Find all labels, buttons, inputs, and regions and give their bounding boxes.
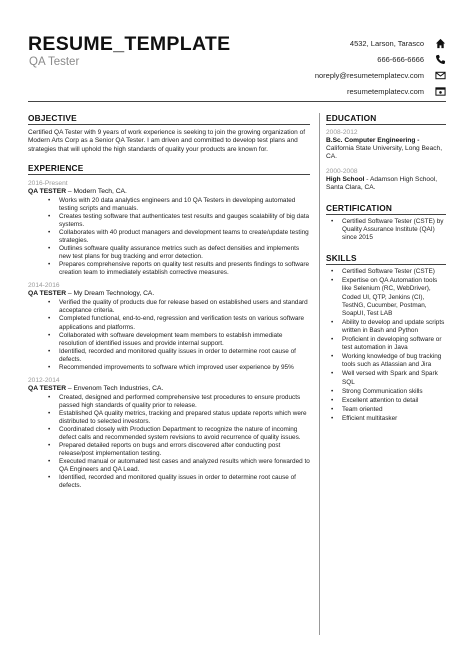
education-entry-2 <box>326 168 446 192</box>
job-bullets <box>28 197 310 277</box>
list-item: • Strong Communication skills <box>326 388 446 396</box>
contact-address <box>350 37 446 49</box>
experience-heading: EXPERIENCE <box>28 163 310 175</box>
education-date: 2008-2012 <box>326 129 358 136</box>
job-entry-1 <box>28 180 310 277</box>
job-title-subtitle: QA Tester <box>29 56 80 68</box>
list-item: • Created, designed and performed comprehensive test procedures to ensure products passed high standards of quality prior to release. <box>28 394 310 410</box>
list-item: • Completed functional, end-to-end, regression and verification tests on various software applications and platforms. <box>28 315 310 331</box>
job-company: – My Dream Technology, CA. <box>66 290 155 298</box>
job-date: 2014-2016 <box>28 282 60 290</box>
list-item: • Working knowledge of bug tracking tools such as Atlassian and Jira <box>326 353 446 369</box>
education-degree <box>326 176 446 192</box>
email-text[interactable]: noreply@resumetemplatecv.com <box>314 70 424 80</box>
left-column <box>28 113 310 490</box>
list-item: • Identified, recorded and monitored quality issues in order to determine root cause of defects. <box>28 474 310 490</box>
objective-heading: OBJECTIVE <box>28 113 310 125</box>
list-item: • Verified the quality of products due for release based on established users and standard acceptance criteria. <box>28 299 310 315</box>
education-entry-1 <box>326 129 446 162</box>
list-item: • Executed manual or automated test cases and analyzed results which were forwarded to QA Engineers and QA Lead. <box>28 458 310 474</box>
list-item: • Certified Software Tester (CSTE) by Quality Assurance Institute (QAI) since 2015 <box>326 218 446 242</box>
contact-website <box>347 85 446 97</box>
list-item: • Creates testing software that authenticates test results and gauges scalability of big data systems. <box>28 213 310 229</box>
job-title <box>28 290 310 298</box>
right-column <box>326 113 446 424</box>
job-title <box>28 188 310 196</box>
contact-email <box>315 69 446 81</box>
list-item: • Prepares comprehensive reports on quality test results and presents findings to software creation team to immediately establish corrective measures. <box>28 261 310 277</box>
degree-name: High School <box>326 175 365 183</box>
job-title <box>28 385 310 393</box>
education-heading: EDUCATION <box>326 113 446 125</box>
skills-list <box>326 268 446 423</box>
address-text: 4532, Larson, Tarasco <box>349 38 424 48</box>
website-text[interactable]: resumetemplatecv.com <box>347 86 424 96</box>
job-role: QA TESTER <box>28 384 67 392</box>
job-company: – Envenom Tech Industries, CA. <box>66 384 164 392</box>
list-item: • Collaborates with 40 product managers and development teams to create/update testing strategies. <box>28 229 310 245</box>
list-item: • Established QA quality metrics, tracking and prepared status update reports which were distributed to selected investors. <box>28 410 310 426</box>
certification-heading: CERTIFICATION <box>326 203 446 215</box>
header-divider <box>28 101 446 102</box>
list-item: • Recommended improvements to software which improved user experience by 95% <box>28 364 310 372</box>
job-entry-3 <box>28 377 310 491</box>
list-item: • Well versed with Spark and Spark SQL <box>326 370 446 386</box>
job-bullets <box>28 394 310 491</box>
job-role: QA TESTER <box>28 290 67 298</box>
list-item: • Outlines software quality assurance metrics such as defect densities and implements new test plans for bug tracking and error detection. <box>28 245 310 261</box>
education-degree <box>326 137 446 162</box>
degree-name: B.Sc. Computer Engineering - <box>326 137 420 144</box>
list-item: • Efficient multitasker <box>326 415 446 423</box>
job-role: QA TESTER <box>28 187 67 195</box>
job-bullets <box>28 299 310 371</box>
education-date: 2000-2008 <box>326 167 358 175</box>
home-icon <box>434 37 446 49</box>
list-item: • Ability to develop and update scripts written in Bash and Python <box>326 319 446 335</box>
school-name: - Adamson High School, Santa Clara, CA. <box>326 175 438 191</box>
website-icon <box>434 85 446 97</box>
school-name: California State University, Long Beach, CA. <box>326 145 443 161</box>
certification-list <box>326 218 446 242</box>
job-company: – Modern Tech, CA. <box>66 187 127 195</box>
email-icon <box>434 69 446 81</box>
phone-icon <box>434 53 446 65</box>
list-item: • Collaborated with software development team members to establish immediate resolution of identified issues and provide internal support. <box>28 332 310 348</box>
phone-text: 666-666-6666 <box>377 54 424 64</box>
list-item: • Excellent attention to detail <box>326 397 446 405</box>
list-item: • Works with 20 data analytics engineers and 10 QA Testers in developing automated testing scripts and manuals. <box>28 197 310 213</box>
resume-name: RESUME_TEMPLATE <box>28 33 231 55</box>
list-item: • Coordinated closely with Production Department to recognize the nature of incoming defect calls and recommended system revisions to avoid recurrence of quality issues. <box>28 426 310 442</box>
job-entry-2 <box>28 282 310 371</box>
contact-phone <box>377 53 446 65</box>
objective-text: Certified QA Tester with 9 years of work experience is seeking to join the growing organization of Modern Arts Corp as a Senior QA Tester. I am driven and committed to develop test plans and strategies that will uphold the high standards of quality your products are known for. <box>28 129 305 153</box>
job-date: 2016-Present <box>28 179 68 187</box>
job-date: 2012-2014 <box>28 376 60 384</box>
list-item: • Expertise on QA Automation tools like Selenium (RC, WebDriver), Coded UI, QTP, Jenkins (CI), TestNG, Cucumber, Postman, SoapUI, Test LAB <box>326 277 446 317</box>
list-item: • Proficient in developing software or test automation in Java <box>326 336 446 352</box>
column-divider <box>319 113 320 635</box>
skills-heading: SKILLS <box>326 253 446 265</box>
list-item: • Prepared detailed reports on bugs and errors discovered after conducting post release/post implementation testing. <box>28 442 310 458</box>
list-item: • Certified Software Tester (CSTE) <box>326 268 446 276</box>
list-item: • Identified, recorded and monitored quality issues in order to determine root cause of defects. <box>28 348 310 364</box>
list-item: • Team oriented <box>326 406 446 414</box>
